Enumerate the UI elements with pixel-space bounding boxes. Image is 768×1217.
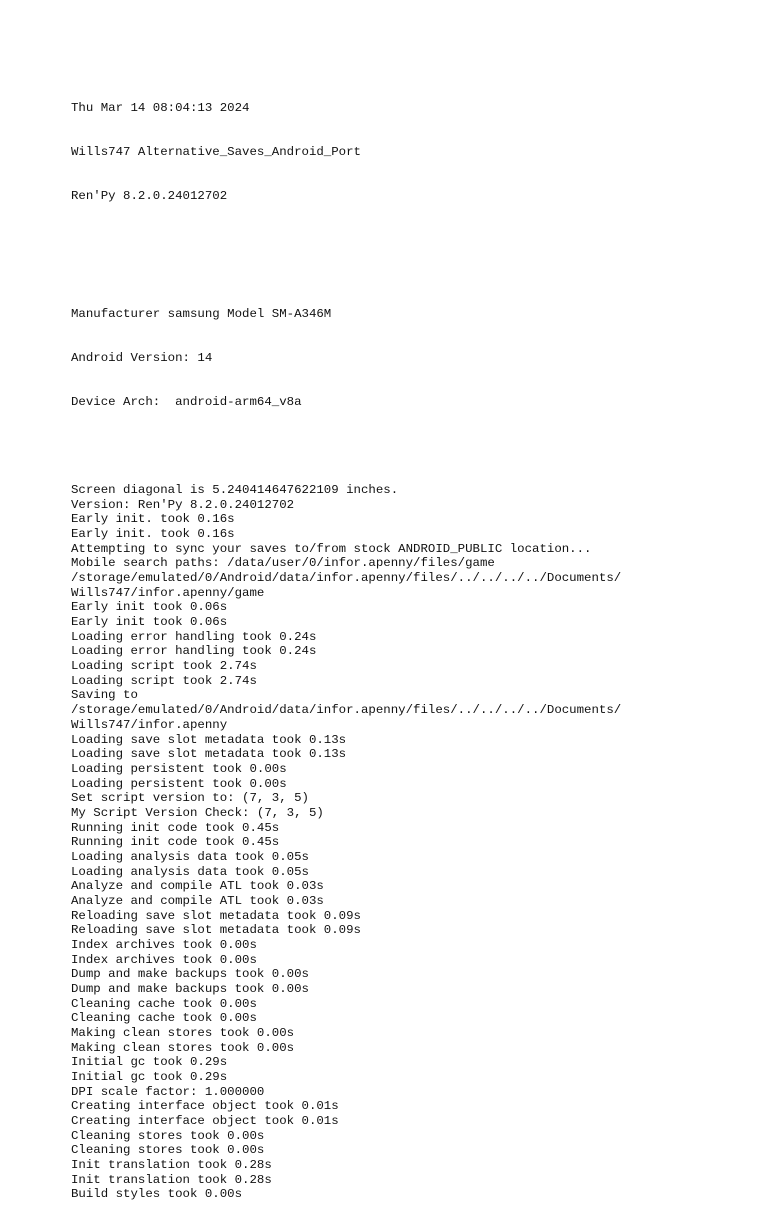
log-app-name: Wills747 Alternative_Saves_Android_Port [71, 145, 361, 160]
log-line: /storage/emulated/0/Android/data/infor.apenny/files/../../../../Documents/ [71, 703, 622, 718]
log-line: Cleaning cache took 0.00s [71, 996, 257, 1011]
log-timestamp: Thu Mar 14 08:04:13 2024 [71, 101, 250, 116]
log-line: Initial gc took 0.29s [71, 1069, 228, 1084]
log-line: Saving to [71, 688, 138, 703]
log-line: Dump and make backups took 0.00s [71, 981, 309, 996]
log-line: Reloading save slot metadata took 0.09s [71, 908, 361, 923]
log-line: Attempting to sync your saves to/from stock ANDROID_PUBLIC location... [71, 541, 592, 556]
log-line: Analyze and compile ATL took 0.03s [71, 893, 324, 908]
log-line: Loading script took 2.74s [71, 673, 257, 688]
log-line: Cleaning cache took 0.00s [71, 1011, 257, 1026]
log-line: DPI scale factor: 1.000000 [71, 1084, 265, 1099]
log-line: Loading error handling took 0.24s [71, 644, 317, 659]
log-line: Running init code took 0.45s [71, 835, 280, 850]
log-line: Index archives took 0.00s [71, 937, 257, 952]
blank-gap [71, 439, 751, 454]
log-line: My Script Version Check: (7, 3, 5) [71, 805, 324, 820]
log-line: Early init took 0.06s [71, 615, 228, 630]
log-line: Dump and make backups took 0.00s [71, 967, 309, 982]
log-line: Loading script took 2.74s [71, 659, 257, 674]
log-line: Loading error handling took 0.24s [71, 629, 317, 644]
log-document [71, 72, 751, 1217]
log-line: Loading save slot metadata took 0.13s [71, 747, 347, 762]
log-android-version: Android Version: 14 [71, 350, 213, 365]
log-line: Early init. took 0.16s [71, 527, 235, 542]
log-line: Running init code took 0.45s [71, 820, 280, 835]
log-line: Init translation took 0.28s [71, 1172, 272, 1187]
log-body [71, 483, 751, 1202]
log-line: Cleaning stores took 0.00s [71, 1143, 265, 1158]
log-line: Creating interface object took 0.01s [71, 1113, 339, 1128]
log-line: Loading analysis data took 0.05s [71, 864, 309, 879]
log-line: Loading save slot metadata took 0.13s [71, 732, 347, 747]
log-line: Screen diagonal is 5.240414647622109 inches. [71, 483, 399, 498]
log-line: Reloading save slot metadata took 0.09s [71, 923, 361, 938]
log-line: Making clean stores took 0.00s [71, 1040, 295, 1055]
log-renpy-version: Ren'Py 8.2.0.24012702 [71, 189, 228, 204]
log-device-arch: Device Arch: android-arm64_v8a [71, 394, 302, 409]
log-line: Index archives took 0.00s [71, 952, 257, 967]
log-line: Creating interface object took 0.01s [71, 1099, 339, 1114]
log-line: Initial gc took 0.29s [71, 1055, 228, 1070]
log-line: Set script version to: (7, 3, 5) [71, 791, 309, 806]
log-line: Wills747/infor.apenny [71, 717, 228, 732]
log-line: Cleaning stores took 0.00s [71, 1128, 265, 1143]
log-line: Version: Ren'Py 8.2.0.24012702 [71, 497, 295, 512]
log-line: /storage/emulated/0/Android/data/infor.apenny/files/../../../../Documents/ [71, 571, 622, 586]
log-line: Early init. took 0.16s [71, 512, 235, 527]
log-line: Early init took 0.06s [71, 600, 228, 615]
log-line: Loading analysis data took 0.05s [71, 849, 309, 864]
blank-gap [71, 234, 751, 278]
log-line: Mobile search paths: /data/user/0/infor.apenny/files/game [71, 556, 495, 571]
log-manufacturer: Manufacturer samsung Model SM-A346M [71, 306, 332, 321]
log-line: Making clean stores took 0.00s [71, 1025, 295, 1040]
log-line: Analyze and compile ATL took 0.03s [71, 879, 324, 894]
log-line: Loading persistent took 0.00s [71, 776, 287, 791]
log-line: Build styles took 0.00s [71, 1187, 243, 1202]
log-line: Init translation took 0.28s [71, 1157, 272, 1172]
log-line: Loading persistent took 0.00s [71, 761, 287, 776]
log-line: Wills747/infor.apenny/game [71, 585, 265, 600]
